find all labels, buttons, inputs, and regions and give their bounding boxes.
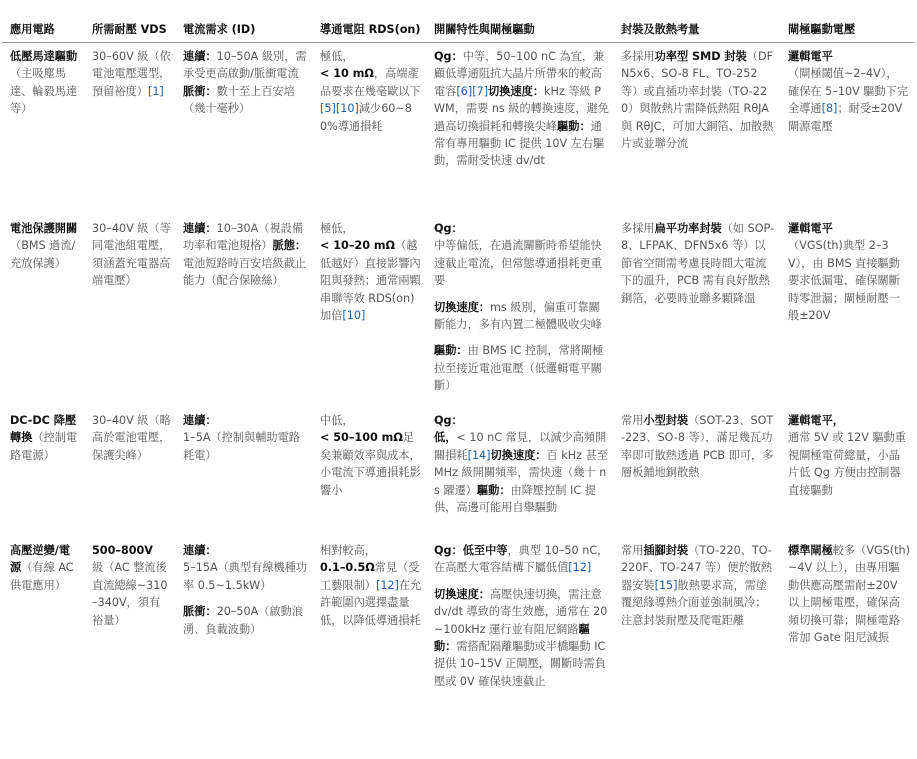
gate-text: 通常 5V 或 12V 驅動重視閘極電荷總量，小晶片低 Qg 方便由控制器直接驅動 — [788, 431, 907, 497]
vds-text: 30–40V 級（等同電池組電壓，須涵蓋充電器高端電壓） — [92, 222, 171, 288]
cell-vds — [84, 407, 175, 537]
id-text-2: 20–50A（啟動浪湧、負載波動） — [183, 605, 304, 636]
cell-switching — [426, 43, 613, 216]
drive-label: 驅動： — [434, 344, 468, 358]
citation-link[interactable]: [14] — [467, 448, 491, 462]
citation-link[interactable]: [12] — [375, 578, 399, 592]
header-app: 應用電路 — [2, 0, 84, 43]
id-label: 連續： — [183, 414, 217, 427]
app-name: 低壓馬達驅動 — [10, 50, 78, 63]
mosfet-selection-table — [2, 0, 914, 727]
pkg-text-2: （DFN5x6、SO-8 FL、TO-252 等）或直插功率封裝（TO-220）與散熱片需降低熱阻 RθJA 與 RθJC，可加大銅箔、加散熱片或並聯分流 — [621, 50, 774, 151]
cell-id — [175, 215, 312, 407]
gate-text: 較多（VGS(th) ~4V 以上），由專用驅動供應高壓需耐±20V 以上閘極電壓，確保高頻切換可靠；閘極電路常加 Gate 阻尼減振 — [788, 544, 910, 645]
gate-text: （閘極閾值~2–4V）， — [788, 67, 898, 81]
rds-text-3: 減少60~80%導通損耗 — [320, 102, 412, 133]
qg-text: 中等偏低，在過流關斷時希望能快速截止電流，但常態導通損耗更重要 — [434, 239, 602, 288]
citation-link[interactable]: [15] — [654, 578, 678, 592]
vds-text: 30–60V 級（依電池電壓選型，預留裕度） — [92, 50, 171, 98]
qg-label: Qg： — [434, 222, 463, 235]
cell-package — [613, 407, 780, 537]
cell-rds — [312, 537, 426, 727]
app-desc: （控制電路電源） — [10, 431, 78, 462]
cell-vds — [84, 43, 175, 216]
header-switching: 開關特性與閘極驅動 — [426, 0, 613, 43]
rds-value: < 50–100 mΩ — [320, 431, 403, 445]
rds-text-2: （越低越好）直接影響內阻與發熱；通常兩顆串聯等效 RDS(on)加倍 — [320, 239, 421, 323]
cell-id — [175, 537, 312, 727]
vds-text: 級（AC 整流後直流總線~310–340V，須有裕量） — [92, 561, 168, 627]
id-label-2: 脈衝： — [183, 84, 217, 98]
speed-text: 高壓快速切換，需注意 dv/dt 導致的寄生效應，通常在 20~100kHz 運行並有阻尼網路 — [434, 587, 608, 636]
cell-switching — [426, 407, 613, 537]
drive-text: 通常有專用驅動 IC 提供 10V 左右驅動，需耐受快速 dv/dt — [434, 119, 605, 168]
qg-text: 中等，50–100 nC 為宜，兼顧低導通阻抗大晶片所帶來的較高電容 — [434, 50, 605, 98]
gate-type: 標準閘極 — [788, 544, 833, 557]
app-desc: （BMS 過流/充放保護） — [10, 239, 76, 270]
table-row — [2, 43, 914, 216]
cell-app — [2, 537, 84, 727]
rds-text: 中低， — [320, 414, 354, 427]
cell-app — [2, 215, 84, 407]
qg-label: Qg： — [434, 414, 463, 427]
cell-gate — [780, 407, 914, 537]
cell-vds — [84, 537, 175, 727]
table-row — [2, 537, 914, 727]
id-label-2: 脈衝： — [183, 605, 217, 619]
pkg-text: 多採用 — [621, 222, 655, 235]
drive-label: 驅動： — [434, 622, 590, 654]
cell-gate — [780, 215, 914, 407]
pkg-text-3: 散熱要求高，需塗覆絕緣導熱介面並強制風冷；注意封裝耐壓及爬電距離 — [621, 578, 768, 627]
drive-text: 由降壓控制 IC 提供，高邊可能用自舉驅動 — [434, 483, 596, 515]
qg-text: < 10 nC 常見，以減少高頻開關損耗 — [434, 431, 607, 462]
id-text-2: 數十至上百安培（幾十毫秒） — [183, 84, 295, 116]
qg-label: Qg： — [434, 544, 463, 557]
vds-value: 500–800V — [92, 544, 153, 557]
drive-text: 由 BMS IC 控制，常將閘極拉至接近電池電壓（低邏輯電平關斷） — [434, 344, 604, 393]
speed-label: 切換速度： — [488, 84, 545, 98]
pkg-text-2: （TO-220、TO-220F、TO-247 等）便於散熱器安裝 — [621, 544, 772, 592]
id-text: 5–15A（典型有線機種功率 0.5~1.5kW） — [183, 561, 308, 592]
pkg-text-2: （如 SOP-8、LFPAK、DFN5x6 等）以節省空間需考慮長時間大電流下的溫升，PCB 需有良好散熱銅箔，必要時並聯多顆降溫 — [621, 222, 775, 305]
id-label: 連續： — [183, 222, 217, 235]
drive-label: 驅動： — [476, 483, 511, 497]
cell-gate — [780, 537, 914, 727]
citation-link[interactable]: [10] — [342, 309, 366, 323]
table-row — [2, 215, 914, 407]
cell-gate — [780, 43, 914, 216]
cell-vds — [84, 215, 175, 407]
header-package: 封裝及散熱考量 — [613, 0, 780, 43]
id-label: 連續： — [183, 50, 217, 63]
cell-package — [613, 215, 780, 407]
gate-type: 邏輯電平， — [788, 414, 844, 427]
header-vds: 所需耐壓 VDS — [84, 0, 175, 43]
qg-label: Qg： — [434, 50, 463, 63]
speed-text: 百 kHz 甚至 MHz 級開關頻率，需快速（幾十 ns 躍遷） — [434, 448, 608, 497]
cell-rds — [312, 43, 426, 216]
rds-text: 極低， — [320, 50, 354, 63]
gate-type: 邏輯電平 — [788, 222, 833, 235]
pkg-text: 常用 — [621, 544, 644, 557]
id-label-2: 脈態： — [272, 239, 307, 253]
citation-link[interactable]: [5][10] — [320, 102, 359, 116]
citation-link[interactable]: [8] — [821, 102, 838, 116]
app-name: 高壓逆變/電源 — [10, 544, 71, 575]
rds-value: < 10–20 mΩ — [320, 239, 396, 253]
speed-text: ms 級別，偏重可靠關斷能力，多有內置二極體吸收尖峰 — [434, 300, 602, 332]
rds-text-2: 足矣兼顧效率與成本，小電流下導通損耗影響小 — [320, 431, 421, 497]
speed-label: 切換速度： — [434, 300, 490, 314]
header-id: 電流需求 (ID) — [175, 0, 312, 43]
cell-package — [613, 537, 780, 727]
drive-label: 驅動： — [557, 119, 591, 133]
cell-switching — [426, 537, 613, 727]
cell-id — [175, 43, 312, 216]
id-label: 連續： — [183, 544, 217, 557]
pkg-type: 插腳封裝 — [643, 544, 689, 557]
vds-text: 30–40V 級（略高於電池電壓，保護尖峰） — [92, 414, 171, 462]
citation-link[interactable]: [6][7] — [456, 84, 489, 98]
cell-app — [2, 407, 84, 537]
drive-text: 需搭配隔離驅動或半橋驅動 IC 提供 10–15V 正閘壓，關斷時需負壓或 0V 確保快速截止 — [434, 640, 606, 688]
pkg-text: 常用 — [621, 414, 644, 427]
app-name: DC-DC 降壓轉換 — [10, 414, 77, 445]
app-name: 電池保護開關 — [10, 222, 78, 235]
pkg-type: 小型封裝 — [643, 414, 689, 427]
qg-level: 低， — [434, 431, 457, 445]
rds-value: 0.1–0.5Ω — [320, 561, 375, 575]
rds-text: 相對較高， — [320, 544, 376, 557]
rds-text-2: 常見（受工藝限制） — [320, 561, 420, 592]
rds-value: < 10 mΩ — [320, 67, 374, 81]
app-desc: （有線 AC 供電應用） — [10, 561, 74, 592]
app-desc: （主吸塵馬達、輪毅馬達等） — [10, 67, 78, 116]
id-text: 10–50A 級別，需承受更高啟動/脈衝電流 — [183, 50, 307, 81]
cell-rds — [312, 407, 426, 537]
citation-link[interactable]: [12] — [568, 561, 592, 575]
id-text-2: 電池短路時百安培級截止能力（配合保險絲） — [183, 256, 307, 288]
speed-label: 切換速度： — [434, 587, 490, 601]
pkg-type: 扁平功率封裝 — [654, 222, 722, 235]
rds-text: 極低， — [320, 222, 354, 235]
gate-text-3: ；耐受±20V 閘源電壓 — [788, 102, 903, 133]
header-rds: 導通電阻 RDS(on) — [312, 0, 426, 43]
header-gate: 閘極驅動電壓 — [780, 0, 914, 43]
id-text: 10–30A（視設備功率和電池規格） — [183, 222, 304, 253]
gate-text: （VGS(th)典型 2–3V），由 BMS 直接驅動要求低漏電，確保關斷時零泄漏；閘極耐壓一般±20V — [788, 239, 900, 323]
speed-text: kHz 等級 PWM，需要 ns 級的轉換速度，避免過高切換損耗和轉換尖峰 — [434, 84, 609, 133]
qg-text: ，典型 10–50 nC，在高壓大電容結構下屬低值 — [434, 544, 609, 575]
rds-text-3: 在允許範圍內選擇盡量低，以降低導通損耗 — [320, 578, 422, 627]
rds-text-2: ，高端產品要求在幾毫歐以下 — [320, 67, 421, 98]
cell-switching — [426, 215, 613, 407]
id-text: 1–5A（控制與輔助電路耗電） — [183, 431, 300, 462]
pkg-text-2: （SOT-23、SOT-223、SO-8 等），滿足幾瓦功率即可散熱透過 PCB 即可，多層板鋪地銅散熱 — [621, 414, 774, 480]
pkg-text: 多採用 — [621, 50, 655, 63]
cell-package — [613, 43, 780, 216]
table-row — [2, 407, 914, 537]
cell-app — [2, 43, 84, 216]
pkg-type: 功率型 SMD 封裝 — [654, 50, 747, 63]
qg-level: 低至中等 — [462, 544, 508, 557]
citation-link[interactable]: [1] — [147, 84, 164, 98]
gate-text-2: 確保在 5–10V 驅動下完全導通 — [788, 84, 909, 116]
gate-type: 邏輯電平 — [788, 50, 833, 63]
cell-rds — [312, 215, 426, 407]
speed-label: 切換速度： — [490, 448, 547, 462]
table-header-row — [2, 0, 914, 43]
cell-id — [175, 407, 312, 537]
